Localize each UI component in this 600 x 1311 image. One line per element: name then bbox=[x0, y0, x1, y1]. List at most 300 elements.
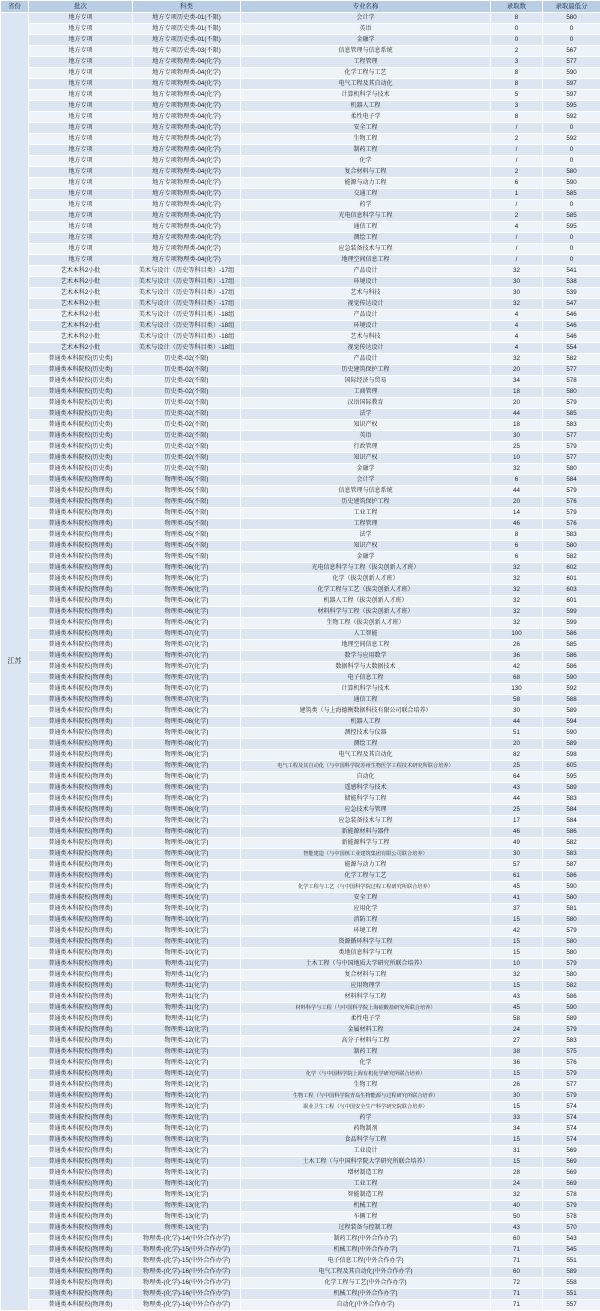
major-cell: 英语 bbox=[241, 24, 491, 35]
batch-cell: 艺术本科2小批 bbox=[29, 288, 133, 299]
batch-cell: 普通类本科院校(历史类) bbox=[29, 398, 133, 409]
subject-cell: 物理类-09(化学) bbox=[133, 849, 241, 860]
table-row bbox=[1, 310, 600, 321]
subject-cell: 物理类-13(化学) bbox=[133, 1201, 241, 1212]
min-score-cell: 589 bbox=[543, 783, 600, 794]
count-cell: 36 bbox=[491, 651, 543, 662]
min-score-cell: 574 bbox=[543, 1102, 600, 1113]
subject-cell: 地方专项物理类-04(化学) bbox=[133, 178, 241, 189]
major-cell: 应用物理学 bbox=[241, 981, 491, 992]
batch-cell: 普通类本科院校(历史类) bbox=[29, 442, 133, 453]
major-cell: 信息管理与信息系统 bbox=[241, 486, 491, 497]
subject-cell: 物理类-12(化学) bbox=[133, 1135, 241, 1146]
batch-cell: 普通类本科院校(物理类) bbox=[29, 1289, 133, 1300]
subject-cell: 地方专项物理类-04(化学) bbox=[133, 90, 241, 101]
table-row bbox=[1, 574, 600, 585]
subject-cell: 物理类-08(化学) bbox=[133, 706, 241, 717]
table-row bbox=[1, 200, 600, 211]
major-cell: 资源循环科学与工程 bbox=[241, 937, 491, 948]
table-row bbox=[1, 1157, 600, 1168]
table-row bbox=[1, 1025, 600, 1036]
min-score-cell: 578 bbox=[543, 1212, 600, 1223]
count-cell: / bbox=[491, 255, 543, 266]
table-row bbox=[1, 420, 600, 431]
batch-cell: 普通类本科院校(物理类) bbox=[29, 1212, 133, 1223]
major-cell: 自动化 bbox=[241, 772, 491, 783]
major-cell: 增材制造工程 bbox=[241, 1168, 491, 1179]
table-row bbox=[1, 1223, 600, 1234]
batch-cell: 地方专项 bbox=[29, 112, 133, 123]
min-score-cell: 583 bbox=[543, 530, 600, 541]
batch-cell: 普通类本科院校(物理类) bbox=[29, 926, 133, 937]
batch-cell: 普通类本科院校(物理类) bbox=[29, 519, 133, 530]
major-cell: 历史建筑保护工程 bbox=[241, 497, 491, 508]
count-cell: 46 bbox=[491, 519, 543, 530]
major-cell: 化学（与中国科学院上海有机化学研究所联合培养） bbox=[241, 1069, 491, 1080]
table-row bbox=[1, 1168, 600, 1179]
batch-cell: 普通类本科院校(物理类) bbox=[29, 871, 133, 882]
major-cell: 知识产权 bbox=[241, 541, 491, 552]
count-cell: 8 bbox=[491, 68, 543, 79]
count-cell: 20 bbox=[491, 365, 543, 376]
count-cell: 71 bbox=[491, 1256, 543, 1267]
table-row bbox=[1, 618, 600, 629]
count-cell: 26 bbox=[491, 1080, 543, 1091]
count-cell: 14 bbox=[491, 508, 543, 519]
table-row bbox=[1, 1245, 600, 1256]
table-row bbox=[1, 13, 600, 24]
min-score-cell: 541 bbox=[543, 266, 600, 277]
table-row bbox=[1, 189, 600, 200]
count-cell: 44 bbox=[491, 409, 543, 420]
major-cell: 消防工程 bbox=[241, 915, 491, 926]
subject-cell: 物理类-11(化学) bbox=[133, 1003, 241, 1014]
batch-cell: 地方专项 bbox=[29, 90, 133, 101]
min-score-cell: 586 bbox=[543, 827, 600, 838]
min-score-cell: 577 bbox=[543, 1080, 600, 1091]
batch-cell: 普通类本科院校(物理类) bbox=[29, 640, 133, 651]
table-row bbox=[1, 1113, 600, 1124]
batch-cell: 普通类本科院校(物理类) bbox=[29, 552, 133, 563]
province-cell: 江苏 bbox=[1, 13, 29, 1311]
min-score-cell: 558 bbox=[543, 1278, 600, 1289]
subject-cell: 地方专项物理类-04(化学) bbox=[133, 145, 241, 156]
subject-cell: 地方专项历史类-01(不限) bbox=[133, 13, 241, 24]
count-cell: 28 bbox=[491, 1168, 543, 1179]
table-row bbox=[1, 178, 600, 189]
subject-cell: 物理类-05(不限) bbox=[133, 475, 241, 486]
subject-cell: 历史类-02(不限) bbox=[133, 431, 241, 442]
count-cell: 4 bbox=[491, 310, 543, 321]
subject-cell: 物理类-13(化学) bbox=[133, 1223, 241, 1234]
subject-cell: 物理类-12(化学) bbox=[133, 1036, 241, 1047]
min-score-cell: 583 bbox=[543, 420, 600, 431]
table-row bbox=[1, 1146, 600, 1157]
min-score-cell: 589 bbox=[543, 1014, 600, 1025]
table-row bbox=[1, 277, 600, 288]
min-score-cell: 538 bbox=[543, 277, 600, 288]
table-row bbox=[1, 156, 600, 167]
count-cell: 1 bbox=[491, 189, 543, 200]
min-score-cell: 569 bbox=[543, 1146, 600, 1157]
major-cell: 化学工程与工艺（拔尖创新人才班） bbox=[241, 585, 491, 596]
min-score-cell: 579 bbox=[543, 1201, 600, 1212]
count-cell: 30 bbox=[491, 277, 543, 288]
count-cell: / bbox=[491, 123, 543, 134]
count-cell: 8 bbox=[491, 79, 543, 90]
count-cell: 3 bbox=[491, 57, 543, 68]
subject-cell: 物理类-11(化学) bbox=[133, 981, 241, 992]
count-cell: 15 bbox=[491, 1157, 543, 1168]
batch-cell: 普通类本科院校(物理类) bbox=[29, 1201, 133, 1212]
subject-cell: 物理类-12(化学) bbox=[133, 1091, 241, 1102]
count-cell: 20 bbox=[491, 398, 543, 409]
subject-cell: 物理类-07(化学) bbox=[133, 629, 241, 640]
batch-cell: 艺术本科2小批 bbox=[29, 310, 133, 321]
table-row bbox=[1, 1278, 600, 1289]
min-score-cell: 583 bbox=[543, 849, 600, 860]
min-score-cell: 590 bbox=[543, 673, 600, 684]
table-row bbox=[1, 57, 600, 68]
min-score-cell: 580 bbox=[543, 937, 600, 948]
major-cell: 复合材料与工程 bbox=[241, 970, 491, 981]
major-cell: 能源与动力工程 bbox=[241, 860, 491, 871]
batch-cell: 普通类本科院校(物理类) bbox=[29, 1135, 133, 1146]
major-cell: 电子信息工程(中外合作办学) bbox=[241, 1256, 491, 1267]
major-cell: 柔性电子学 bbox=[241, 112, 491, 123]
min-score-cell: 581 bbox=[543, 904, 600, 915]
subject-cell: 物理类-12(化学) bbox=[133, 1047, 241, 1058]
table-row bbox=[1, 783, 600, 794]
table-row bbox=[1, 1300, 600, 1311]
major-cell: 知识产权 bbox=[241, 453, 491, 464]
table-row bbox=[1, 35, 600, 46]
min-score-cell: 579 bbox=[543, 508, 600, 519]
major-cell: 安全工程 bbox=[241, 123, 491, 134]
table-row bbox=[1, 585, 600, 596]
table-row bbox=[1, 1289, 600, 1300]
major-cell: 环境设计 bbox=[241, 277, 491, 288]
subject-cell: 物理类-06(化学) bbox=[133, 607, 241, 618]
major-cell: 生物工程（与中国科学院青岛生物能源与过程研究所联合培养） bbox=[241, 1091, 491, 1102]
subject-cell: 物理类-11(化学) bbox=[133, 992, 241, 1003]
min-score-cell: 592 bbox=[543, 134, 600, 145]
min-score-cell: 585 bbox=[543, 211, 600, 222]
count-cell: 25 bbox=[491, 805, 543, 816]
count-cell: 32 bbox=[491, 607, 543, 618]
subject-cell: 物理类-10(化学) bbox=[133, 937, 241, 948]
batch-cell: 普通类本科院校(物理类) bbox=[29, 1234, 133, 1245]
batch-cell: 普通类本科院校(物理类) bbox=[29, 684, 133, 695]
min-score-cell: 574 bbox=[543, 1124, 600, 1135]
min-score-cell: 585 bbox=[543, 409, 600, 420]
subject-cell: 物理类-08(化学) bbox=[133, 816, 241, 827]
header-batch: 批次 bbox=[29, 1, 133, 13]
major-cell: 测控技术与仪器 bbox=[241, 728, 491, 739]
count-cell: / bbox=[491, 200, 543, 211]
major-cell: 历史建筑保护工程 bbox=[241, 365, 491, 376]
batch-cell: 地方专项 bbox=[29, 189, 133, 200]
subject-cell: 历史类-02(不限) bbox=[133, 409, 241, 420]
table-row bbox=[1, 266, 600, 277]
batch-cell: 普通类本科院校(物理类) bbox=[29, 838, 133, 849]
subject-cell: 物理类-06(化学) bbox=[133, 618, 241, 629]
count-cell: 64 bbox=[491, 772, 543, 783]
count-cell: 43 bbox=[491, 992, 543, 1003]
major-cell: 视觉传达设计 bbox=[241, 343, 491, 354]
min-score-cell: 583 bbox=[543, 1036, 600, 1047]
table-row bbox=[1, 134, 600, 145]
count-cell: 42 bbox=[491, 926, 543, 937]
header-row bbox=[1, 1, 600, 13]
subject-cell: 地方专项物理类-04(化学) bbox=[133, 123, 241, 134]
subject-cell: 物理类-12(化学) bbox=[133, 1113, 241, 1124]
table-row bbox=[1, 1014, 600, 1025]
count-cell: 32 bbox=[491, 970, 543, 981]
major-cell: 应急技术与管理 bbox=[241, 805, 491, 816]
major-cell: 工程管理 bbox=[241, 57, 491, 68]
subject-cell: 地方专项物理类-04(化学) bbox=[133, 79, 241, 90]
min-score-cell: 546 bbox=[543, 310, 600, 321]
major-cell: 金属材料工程 bbox=[241, 1025, 491, 1036]
batch-cell: 普通类本科院校(物理类) bbox=[29, 1124, 133, 1135]
subject-cell: 物理类-09(化学) bbox=[133, 860, 241, 871]
major-cell: 化学工程与工艺 bbox=[241, 871, 491, 882]
table-row bbox=[1, 1256, 600, 1267]
batch-cell: 普通类本科院校(物理类) bbox=[29, 563, 133, 574]
count-cell: 2 bbox=[491, 46, 543, 57]
batch-cell: 艺术本科2小批 bbox=[29, 299, 133, 310]
min-score-cell: 599 bbox=[543, 618, 600, 629]
batch-cell: 地方专项 bbox=[29, 200, 133, 211]
count-cell: 8 bbox=[491, 112, 543, 123]
subject-cell: 地方专项物理类-04(化学) bbox=[133, 134, 241, 145]
batch-cell: 普通类本科院校(物理类) bbox=[29, 1091, 133, 1102]
table-row bbox=[1, 607, 600, 618]
subject-cell: 物理类-12(化学) bbox=[133, 1080, 241, 1091]
subject-cell: 物理类-10(化学) bbox=[133, 948, 241, 959]
batch-cell: 普通类本科院校(物理类) bbox=[29, 1267, 133, 1278]
min-score-cell: 584 bbox=[543, 816, 600, 827]
subject-cell: 物理类-(化学)-16(中外合作办学) bbox=[133, 1289, 241, 1300]
major-cell: 工程管理 bbox=[241, 519, 491, 530]
table-row bbox=[1, 882, 600, 893]
table-row bbox=[1, 90, 600, 101]
batch-cell: 普通类本科院校(物理类) bbox=[29, 530, 133, 541]
count-cell: / bbox=[491, 156, 543, 167]
min-score-cell: 577 bbox=[543, 365, 600, 376]
subject-cell: 物理类-10(化学) bbox=[133, 904, 241, 915]
batch-cell: 普通类本科院校(物理类) bbox=[29, 816, 133, 827]
min-score-cell: 580 bbox=[543, 464, 600, 475]
count-cell: 3 bbox=[491, 101, 543, 112]
count-cell: 15 bbox=[491, 937, 543, 948]
min-score-cell: 589 bbox=[543, 706, 600, 717]
batch-cell: 普通类本科院校(物理类) bbox=[29, 1069, 133, 1080]
min-score-cell: 602 bbox=[543, 563, 600, 574]
major-cell: 机械工程(中外合作办学) bbox=[241, 1289, 491, 1300]
major-cell: 化学工程与工艺（与中国科学院过程工程研究所联合培养） bbox=[241, 882, 491, 893]
subject-cell: 物理类-08(化学) bbox=[133, 772, 241, 783]
subject-cell: 物理类-05(不限) bbox=[133, 497, 241, 508]
count-cell: 4 bbox=[491, 321, 543, 332]
count-cell: 43 bbox=[491, 1223, 543, 1234]
major-cell: 类地信息科学与工程 bbox=[241, 948, 491, 959]
batch-cell: 艺术本科2小批 bbox=[29, 266, 133, 277]
min-score-cell: 0 bbox=[543, 145, 600, 156]
min-score-cell: 597 bbox=[543, 90, 600, 101]
min-score-cell: 601 bbox=[543, 574, 600, 585]
batch-cell: 普通类本科院校(物理类) bbox=[29, 783, 133, 794]
count-cell: 15 bbox=[491, 948, 543, 959]
batch-cell: 普通类本科院校(物理类) bbox=[29, 1113, 133, 1124]
count-cell: 31 bbox=[491, 1146, 543, 1157]
subject-cell: 物理类-10(化学) bbox=[133, 915, 241, 926]
count-cell: 82 bbox=[491, 750, 543, 761]
batch-cell: 普通类本科院校(物理类) bbox=[29, 1036, 133, 1047]
count-cell: 0 bbox=[491, 35, 543, 46]
major-cell: 视觉传达设计 bbox=[241, 299, 491, 310]
min-score-cell: 567 bbox=[543, 46, 600, 57]
count-cell: 30 bbox=[491, 431, 543, 442]
subject-cell: 地方专项物理类-04(化学) bbox=[133, 200, 241, 211]
table-row bbox=[1, 1069, 600, 1080]
min-score-cell: 585 bbox=[543, 189, 600, 200]
min-score-cell: 569 bbox=[543, 1157, 600, 1168]
table-row bbox=[1, 1267, 600, 1278]
subject-cell: 物理类-08(化学) bbox=[133, 717, 241, 728]
major-cell: 储能科学与工程 bbox=[241, 794, 491, 805]
count-cell: 4 bbox=[491, 222, 543, 233]
table-row bbox=[1, 1179, 600, 1190]
subject-cell: 物理类-07(化学) bbox=[133, 640, 241, 651]
batch-cell: 普通类本科院校(物理类) bbox=[29, 706, 133, 717]
major-cell: 药物制剂 bbox=[241, 1124, 491, 1135]
subject-cell: 物理类-07(化学) bbox=[133, 662, 241, 673]
major-cell: 生物工程 bbox=[241, 134, 491, 145]
table-row bbox=[1, 761, 600, 772]
min-score-cell: 577 bbox=[543, 57, 600, 68]
major-cell: 测绘工程 bbox=[241, 739, 491, 750]
major-cell: 食品科学与工程 bbox=[241, 1135, 491, 1146]
subject-cell: 地方专项物理类-04(化学) bbox=[133, 156, 241, 167]
major-cell: 计算机科学与技术 bbox=[241, 684, 491, 695]
batch-cell: 普通类本科院校(物理类) bbox=[29, 1003, 133, 1014]
min-score-cell: 590 bbox=[543, 178, 600, 189]
count-cell: 72 bbox=[491, 1278, 543, 1289]
subject-cell: 物理类-05(不限) bbox=[133, 530, 241, 541]
min-score-cell: 551 bbox=[543, 1256, 600, 1267]
table-row bbox=[1, 123, 600, 134]
table-row bbox=[1, 431, 600, 442]
subject-cell: 地方专项历史类-01(不限) bbox=[133, 35, 241, 46]
batch-cell: 地方专项 bbox=[29, 35, 133, 46]
major-cell: 会计学 bbox=[241, 475, 491, 486]
subject-cell: 美术与设计（历史等科目类）-17组 bbox=[133, 277, 241, 288]
min-score-cell: 580 bbox=[543, 893, 600, 904]
major-cell: 计算机科学与技术 bbox=[241, 90, 491, 101]
batch-cell: 普通类本科院校(物理类) bbox=[29, 860, 133, 871]
major-cell: 光电信息科学与工程 bbox=[241, 211, 491, 222]
min-score-cell: 579 bbox=[543, 1025, 600, 1036]
table-row bbox=[1, 1080, 600, 1091]
table-row bbox=[1, 486, 600, 497]
count-cell: 44 bbox=[491, 486, 543, 497]
count-cell: 32 bbox=[491, 596, 543, 607]
count-cell: 20 bbox=[491, 497, 543, 508]
count-cell: 57 bbox=[491, 860, 543, 871]
major-cell: 信息管理与信息系统 bbox=[241, 46, 491, 57]
subject-cell: 物理类-08(化学) bbox=[133, 783, 241, 794]
count-cell: 8 bbox=[491, 530, 543, 541]
min-score-cell: 595 bbox=[543, 101, 600, 112]
batch-cell: 普通类本科院校(历史类) bbox=[29, 453, 133, 464]
batch-cell: 普通类本科院校(物理类) bbox=[29, 904, 133, 915]
count-cell: / bbox=[491, 233, 543, 244]
min-score-cell: 557 bbox=[543, 1300, 600, 1311]
subject-cell: 物理类-06(化学) bbox=[133, 574, 241, 585]
min-score-cell: 586 bbox=[543, 651, 600, 662]
batch-cell: 地方专项 bbox=[29, 211, 133, 222]
min-score-cell: 0 bbox=[543, 35, 600, 46]
table-row bbox=[1, 662, 600, 673]
subject-cell: 物理类-06(化学) bbox=[133, 596, 241, 607]
major-cell: 工业设计 bbox=[241, 1146, 491, 1157]
subject-cell: 物理类-(化学)-16(中外合作办学) bbox=[133, 1278, 241, 1289]
count-cell: 71 bbox=[491, 1289, 543, 1300]
table-row bbox=[1, 673, 600, 684]
batch-cell: 普通类本科院校(物理类) bbox=[29, 750, 133, 761]
subject-cell: 物理类-07(化学) bbox=[133, 684, 241, 695]
subject-cell: 物理类-05(不限) bbox=[133, 541, 241, 552]
batch-cell: 普通类本科院校(历史类) bbox=[29, 409, 133, 420]
batch-cell: 艺术本科2小批 bbox=[29, 321, 133, 332]
min-score-cell: 590 bbox=[543, 728, 600, 739]
table-row bbox=[1, 871, 600, 882]
major-cell: 产品设计 bbox=[241, 354, 491, 365]
table-row bbox=[1, 1091, 600, 1102]
major-cell: 化学 bbox=[241, 156, 491, 167]
table-body bbox=[1, 13, 600, 1311]
count-cell: 5 bbox=[491, 90, 543, 101]
major-cell: 能源与动力工程 bbox=[241, 178, 491, 189]
table-row bbox=[1, 629, 600, 640]
min-score-cell: 590 bbox=[543, 68, 600, 79]
min-score-cell: 547 bbox=[543, 299, 600, 310]
count-cell: 32 bbox=[491, 464, 543, 475]
min-score-cell: 0 bbox=[543, 233, 600, 244]
major-cell: 汉语国际教育 bbox=[241, 398, 491, 409]
subject-cell: 地方专项物理类-04(化学) bbox=[133, 101, 241, 112]
min-score-cell: 554 bbox=[543, 343, 600, 354]
subject-cell: 美术与设计（历史等科目类）-18组 bbox=[133, 310, 241, 321]
subject-cell: 物理类-13(化学) bbox=[133, 1190, 241, 1201]
table-row bbox=[1, 805, 600, 816]
count-cell: 32 bbox=[491, 618, 543, 629]
batch-cell: 普通类本科院校(物理类) bbox=[29, 662, 133, 673]
table-header bbox=[1, 1, 600, 13]
major-cell: 通信工程 bbox=[241, 695, 491, 706]
table-row bbox=[1, 926, 600, 937]
major-cell: 机器人工程 bbox=[241, 717, 491, 728]
batch-cell: 普通类本科院校(物理类) bbox=[29, 585, 133, 596]
major-cell: 英语 bbox=[241, 431, 491, 442]
min-score-cell: 597 bbox=[543, 79, 600, 90]
subject-cell: 物理类-05(不限) bbox=[133, 508, 241, 519]
count-cell: 71 bbox=[491, 1245, 543, 1256]
count-cell: 15 bbox=[491, 915, 543, 926]
subject-cell: 物理类-11(化学) bbox=[133, 970, 241, 981]
